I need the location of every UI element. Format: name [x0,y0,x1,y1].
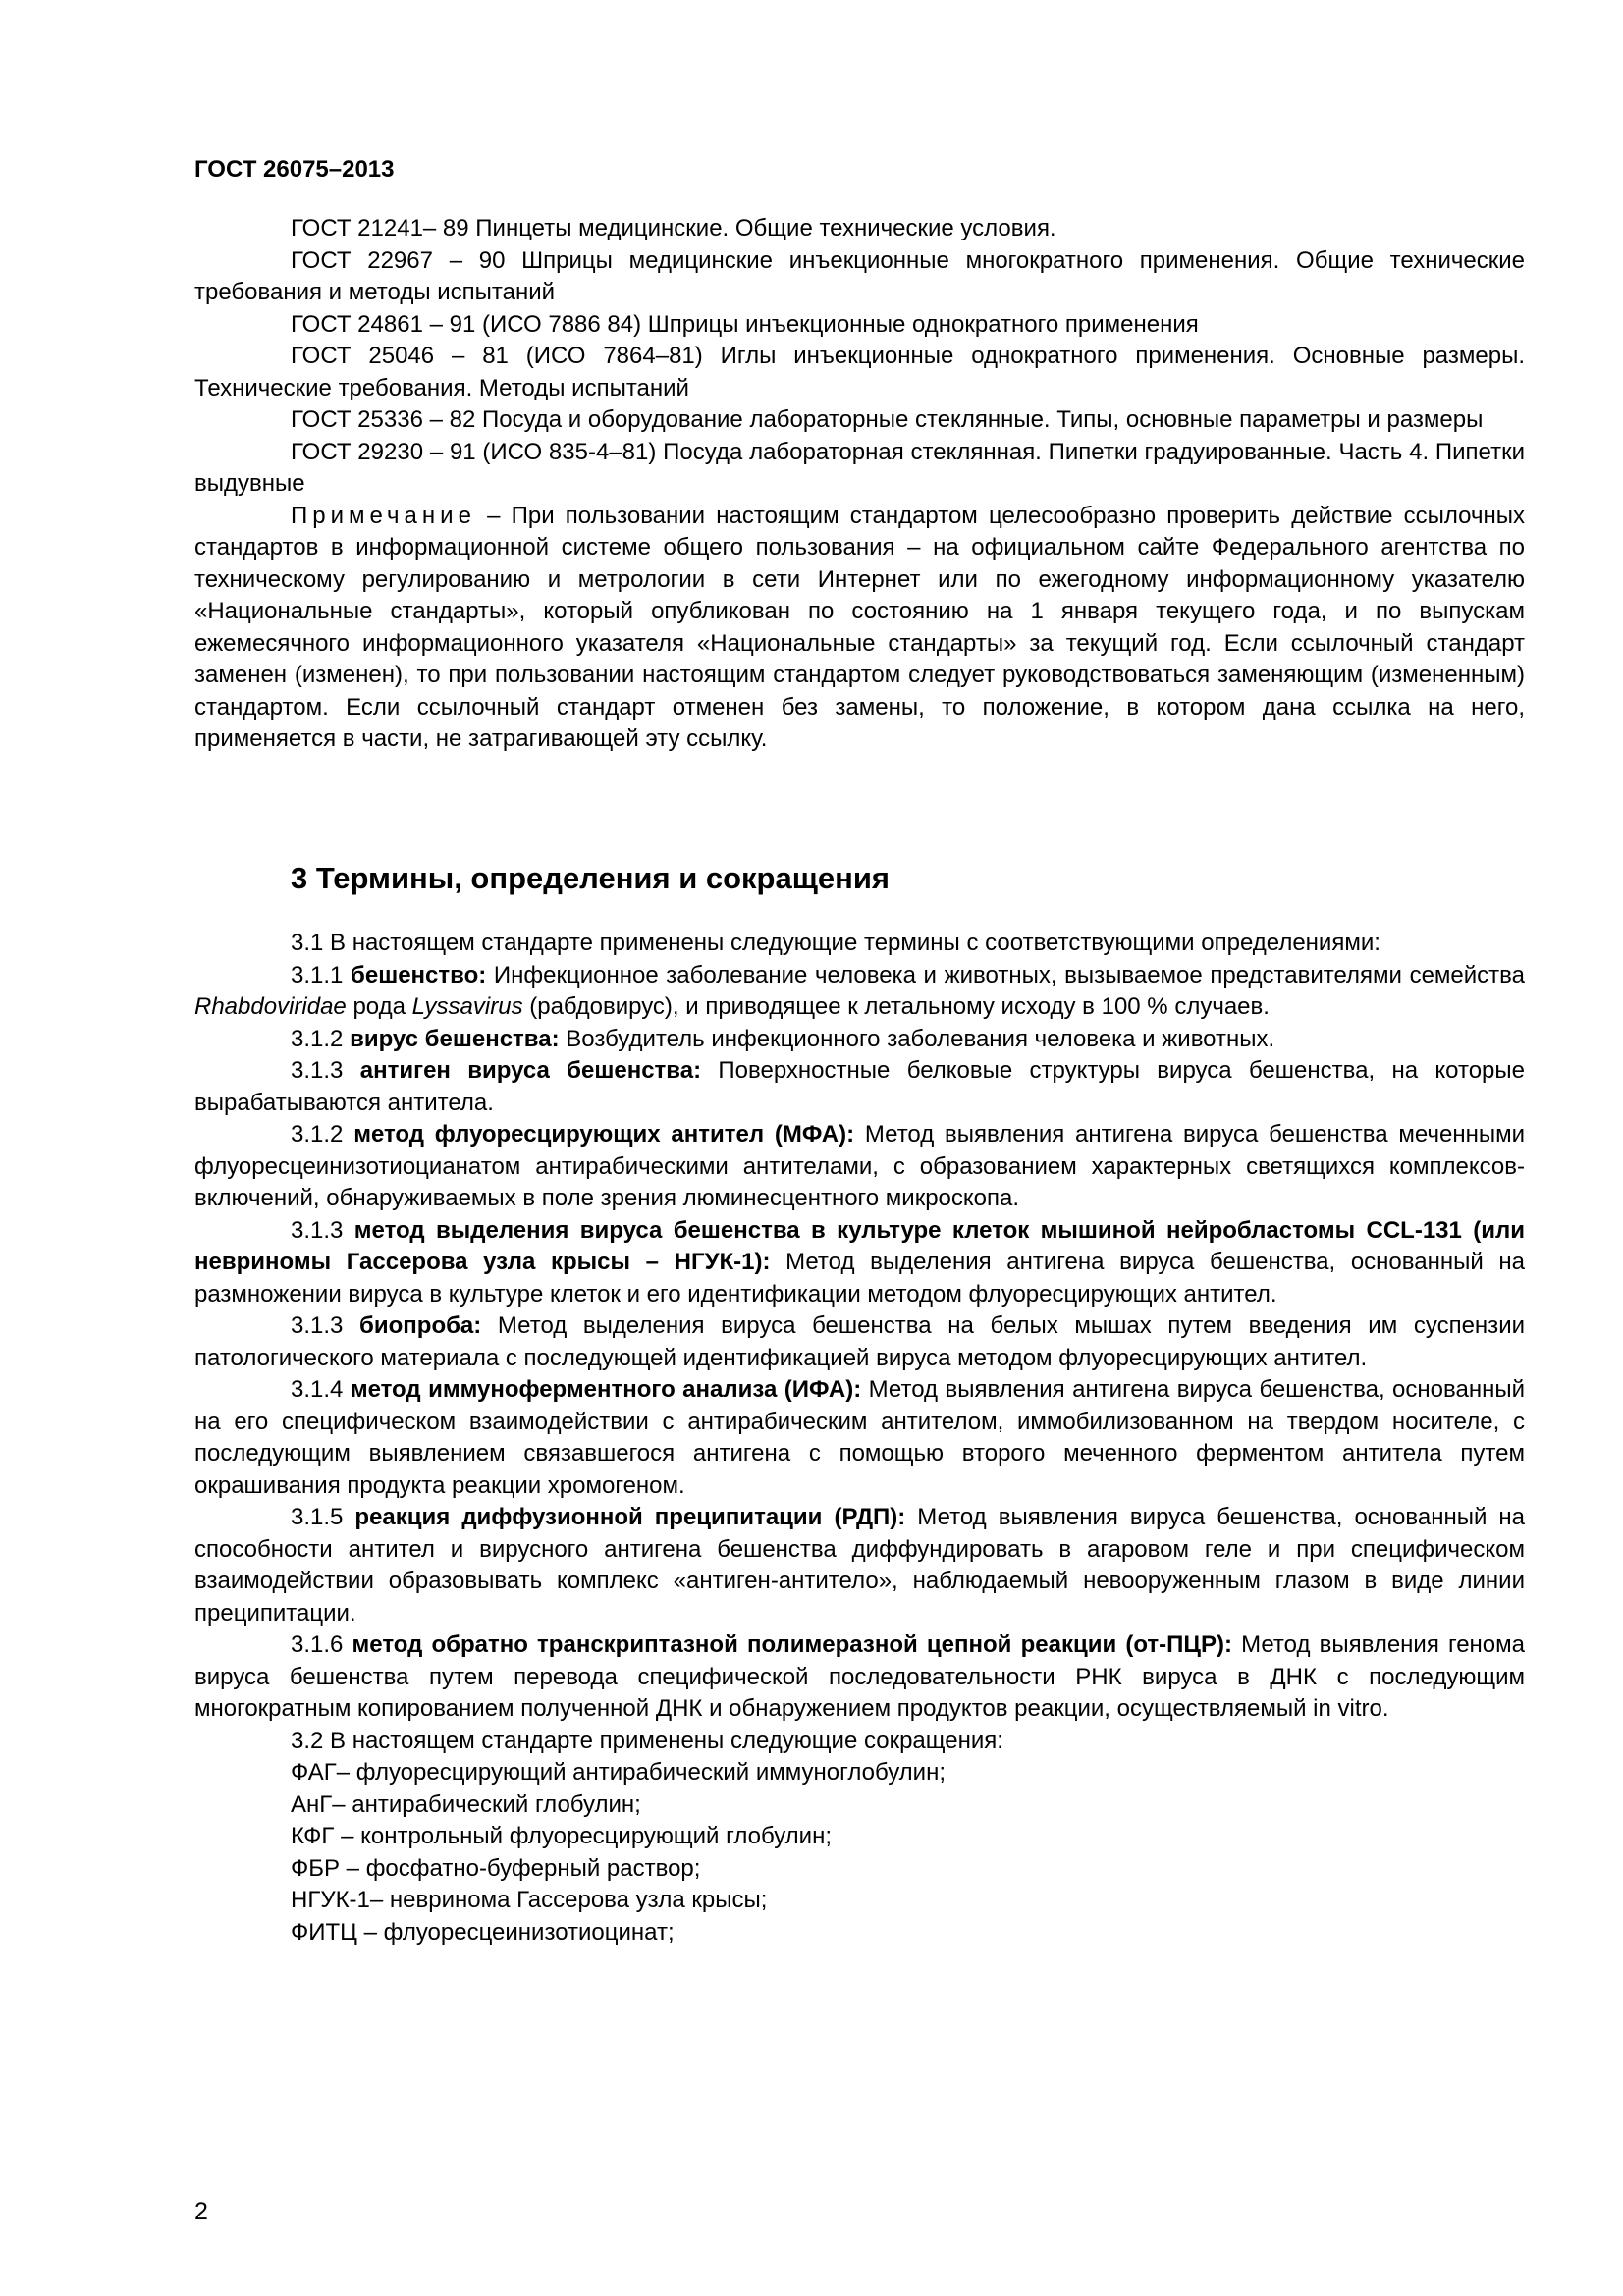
abbreviation-item: ФБР – фосфатно-буферный раствор; [291,1854,701,1882]
term-definition: 3.1.1 бешенство: Инфекционное заболевание человека и животных, вызываемое представителями семейства Rhabdoviridae рода Lyssavirus (рабдовирус), и приводящее к летальному исходу в 100 % случаев. [194,961,1525,1020]
taxon-name: Lyssavirus [411,993,523,1020]
term-definition [194,1119,1525,1215]
term-text: Метод выделения антигена вируса бешенства, основанный на размножении вируса в культуре клеток и его идентификации методом флуоресцирующих антител. [194,1249,1525,1308]
term-number: 3.1.2 [291,1121,344,1148]
term-name: антиген вируса бешенства: [359,1057,702,1084]
term-text: Метод выявления антигена вируса бешенства, основанный на его специфическом взаимодействии с антирабическим антителом, иммобилизованном на твердом носителе, с последующим выявлением связавшегося антигена с помощью второго меченного ферментом антитела путем окрашивания продукта реакции хромогеном. [194,1376,1525,1499]
term-number: 3.1.6 [291,1631,344,1658]
reference-item: ГОСТ 29230 – 91 (ИСО 835-4–81) Посуда лабораторная стеклянная. Пипетки градуированные. Часть 4. Пипетки выдувные [194,438,1525,497]
note-paragraph [194,501,1525,756]
term-definition [194,1055,1525,1119]
term-number: 3.1.1 [291,961,344,988]
abbreviation-item: АнГ– антирабический глобулин; [291,1790,641,1818]
term-text: Метод выявления антигена вируса бешенства меченными флуоресцеинизотиоцианатом антирабическими антителами, с образованием характерных светящихся комплексов-включений, обнаруживаемых в поле зрения люминесцентного микроскопа. [194,1121,1525,1211]
abbreviation-item: ФИТЦ – флуоресцеинизотиоцинат; [291,1918,675,1946]
term-definition [194,1310,1525,1374]
term-definition [194,1502,1525,1629]
term-number: 3.1.3 [291,1216,344,1244]
term-number: 3.1.5 [291,1504,344,1530]
term-text: Метод выявления вируса бешенства, основанный на способности антител и вирусного антигена бешенства диффундировать в агаровом геле и при специфическом взаимодействии образовывать комплекс «антиген-антитело», наблюдаемый невооруженным глазом в виде линии преципитации. [194,1504,1526,1627]
definitions-block [194,928,1525,1949]
term-text: Метод выявления генома вируса бешенства путем перевода специфической последовательности РНК вируса в ДНК с последующим многократным копированием полученной ДНК и обнаружением продуктов реакции, осуществляемый in vitro. [194,1631,1526,1722]
reference-item: ГОСТ 24861 – 91 (ИСО 7886 84) Шприцы инъекционные однократного применения [291,310,1199,338]
note-label: Примечание [291,502,476,529]
term-name: метод обратно транскриптазной полимеразной цепной реакции (от-ПЦР): [352,1631,1232,1658]
document-code-header: ГОСТ 26075–2013 [194,156,395,183]
term-definition [194,1374,1525,1502]
term-name: метод выделения вируса бешенства в культуре клеток мышиной нейробластомы CCL-131 (или невриномы Гассерова узла крысы – НГУК-1): [194,1216,1526,1275]
references-block [194,213,1525,756]
term-name: биопроба: [359,1312,482,1339]
abbreviation-item: ФАГ– флуоресцирующий антирабический иммуноглобулин; [291,1759,946,1786]
term-name: вирус бешенства: [350,1025,560,1052]
term-name: метод флуоресцирующих антител (МФА): [353,1121,855,1148]
term-number: 3.1.4 [291,1376,344,1403]
abbreviations-intro: 3.2 В настоящем стандарте применены следующие сокращения: [291,1727,1003,1754]
taxon-name: Rhabdoviridae [194,993,347,1020]
term-text: Возбудитель инфекционного заболевания человека и животных. [559,1025,1275,1052]
section-intro: 3.1 В настоящем стандарте применены следующие термины с соответствующими определениями: [291,930,1380,956]
reference-item: ГОСТ 21241– 89 Пинцеты медицинские. Общие технические условия. [291,215,1056,241]
term-name: бешенство: [351,961,487,988]
term-number: 3.1.3 [291,1057,344,1084]
term-definition [194,1215,1525,1311]
abbreviation-item: НГУК-1– невринома Гассерова узла крысы; [291,1887,768,1913]
term-name: метод иммуноферментного анализа (ИФА): [350,1376,862,1403]
reference-item: ГОСТ 22967 – 90 Шприцы медицинские инъекционные многократного применения. Общие технические требования и методы испытаний [194,246,1525,305]
term-name: реакция диффузионной преципитации (РДП): [354,1504,906,1530]
term-text: Метод выделения вируса бешенства на белых мышах путем введения им суспензии патологического материала с последующей идентификацией вируса методом флуоресцирующих антител. [194,1312,1525,1371]
term-number: 3.1.2 [291,1025,344,1052]
page-number: 2 [194,2198,208,2225]
note-text: – При пользовании настоящим стандартом целесообразно проверить действие ссылочных стандартов в информационной системе общего пользования – на официальном сайте Федерального агентства по техническому регулированию и метрологии в сети Интернет или по ежегодному информационному указателю «Национальные стандарты», который опубликован по состоянию на 1 января текущего года, и по выпускам ежемесячного информационного указателя «Национальные стандарты» за текущий год. Если ссылочный стандарт заменен (изменен), то при пользовании настоящим стандартом следует руководствоваться заменяющим (измененным) стандартом. Если ссылочный стандарт отменен без замены, то положение, в котором дана ссылка на него, применяется в части, не затрагивающей эту ссылку. [194,502,1525,752]
section-heading: 3 Термины, определения и сокращения [291,861,890,895]
reference-item: ГОСТ 25046 – 81 (ИСО 7864–81) Иглы инъекционные однократного применения. Основные размеры. Технические требования. Методы испытаний [194,343,1525,401]
term-number: 3.1.3 [291,1312,344,1339]
abbreviation-item: КФГ – контрольный флуоресцирующий глобулин; [291,1823,833,1849]
term-definition [194,1629,1525,1726]
reference-item: ГОСТ 25336 – 82 Посуда и оборудование лабораторные стеклянные. Типы, основные параметры и размеры [291,406,1484,433]
term-text: Поверхностные белковые структуры вируса бешенства, на которые вырабатываются антитела. [194,1057,1526,1116]
term-definition [194,1024,1525,1056]
